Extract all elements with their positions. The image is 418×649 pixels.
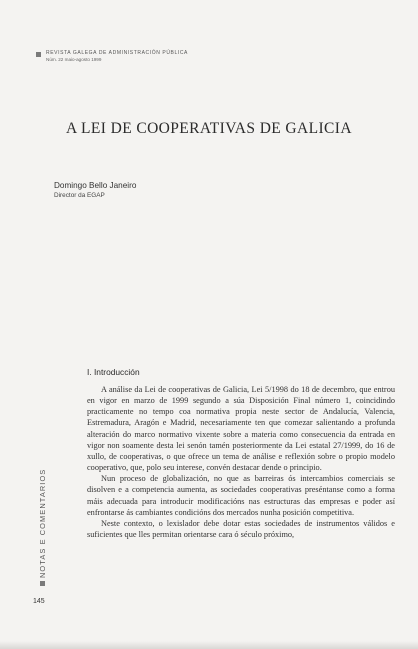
page-edge-shadow: [0, 641, 418, 649]
journal-issue: Núm. 22 maio-agosto 1999: [46, 57, 102, 62]
paragraph: Nun proceso de globalización, no que as barreiras ós intercambios comerciais se disolven e a competencia aumenta, as sociedades cooperativas preséntanse como a forma máis adecuada para introducir modificacións nas estructuras das empresas e poder así enfrontarse ás cambiantes condicións dos mercados nunha posición competitiva.: [87, 474, 395, 517]
paragraph: A análise da Lei de cooperativas de Galicia, Lei 5/1998 do 18 de decembro, que entrou en vigor en marzo de 1999 segundo a súa Disposición Final número 1, coincidindo practicamente no tempo coa normativa propia neste sector de Andalucía, Valencia, Estremadura, Aragón e Madrid, necesariamente ten que comezar salientando a profunda alteración do marco normativo vixente sobre a materia como consecuencia da entrada en vigor non soamente desta lei senón tamén posteriormente da Lei estatal 27/1999, do 16 de xullo, de cooperativas, o que ofrece un tema de análise e reflexión sobre o propio modelo cooperativo, que, polo seu interese, convén destacar dende o principio.: [87, 385, 395, 473]
body-text: [87, 384, 395, 540]
author-affiliation: Director da EGAP: [54, 192, 105, 199]
side-square-mark: [40, 581, 45, 586]
side-label-text: NOTAS E COMENTARIOS: [38, 468, 47, 578]
section-heading: I. Introducción: [87, 367, 140, 377]
author-name: Domingo Bello Janeiro: [54, 181, 137, 190]
side-section-label: [38, 469, 47, 586]
paragraph: Neste contexto, o lexislador debe dotar estas sociedades de instrumentos válidos e suficientes que lles permitan orientarse cara ó século próximo,: [87, 518, 395, 540]
article-title: A LEI DE COOPERATIVAS DE GALICIA: [66, 120, 352, 137]
page-number: 145: [33, 598, 45, 605]
header-square-mark: [36, 52, 41, 57]
journal-name: REVISTA GALEGA DE ADMINISTRACIÓN PÚBLICA: [46, 50, 188, 56]
